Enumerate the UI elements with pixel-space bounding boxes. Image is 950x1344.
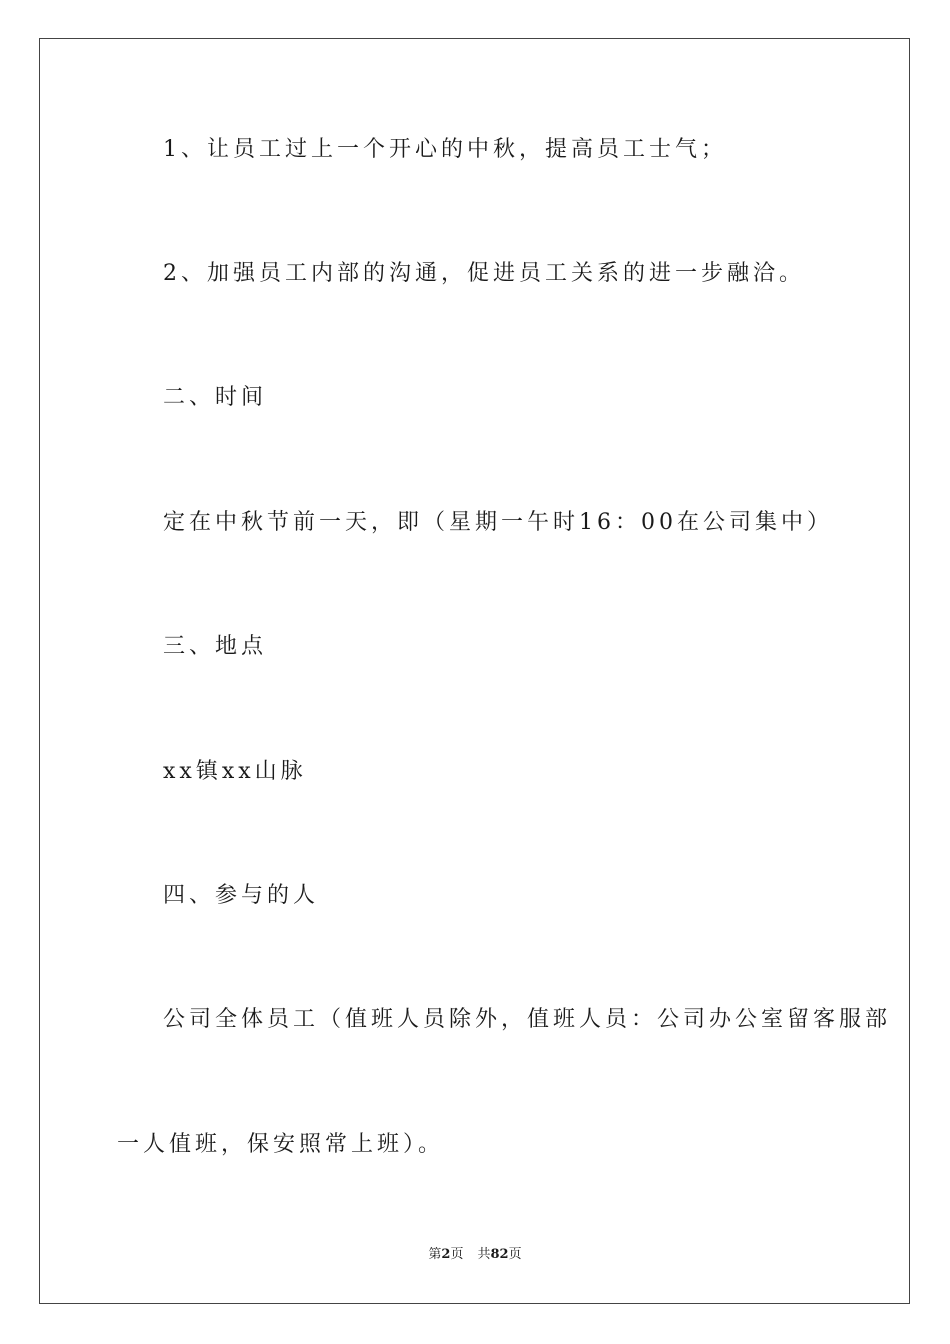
footer-total-prefix: 共 xyxy=(477,1247,491,1262)
section-heading-time: 二、时间 xyxy=(163,385,268,410)
goal-item-2: 2、加强员工内部的沟通，促进员工关系的进一步融洽。 xyxy=(163,261,805,286)
participants-paragraph-continued: 一人值班，保安照常上班）。 xyxy=(117,1132,445,1157)
section-heading-participants: 四、参与的人 xyxy=(163,883,320,908)
participants-paragraph: 公司全体员工（值班人员除外，值班人员：公司办公室留客服部 xyxy=(163,1007,892,1032)
footer-total-suffix: 页 xyxy=(508,1247,522,1262)
location-paragraph: xx镇xx山脉 xyxy=(163,759,307,784)
page-frame xyxy=(39,38,910,1304)
footer-page-number: 2 xyxy=(441,1247,451,1262)
goal-item-1: 1、让员工过上一个开心的中秋，提高员工士气； xyxy=(163,137,727,162)
footer-page-prefix: 第 xyxy=(428,1247,442,1262)
footer-total-pages: 82 xyxy=(490,1247,509,1262)
page-footer xyxy=(0,1246,950,1264)
footer-page-suffix: 页 xyxy=(450,1247,464,1262)
section-heading-location: 三、地点 xyxy=(163,634,268,659)
time-paragraph: 定在中秋节前一天，即（星期一午时16：00在公司集中） xyxy=(163,510,833,535)
